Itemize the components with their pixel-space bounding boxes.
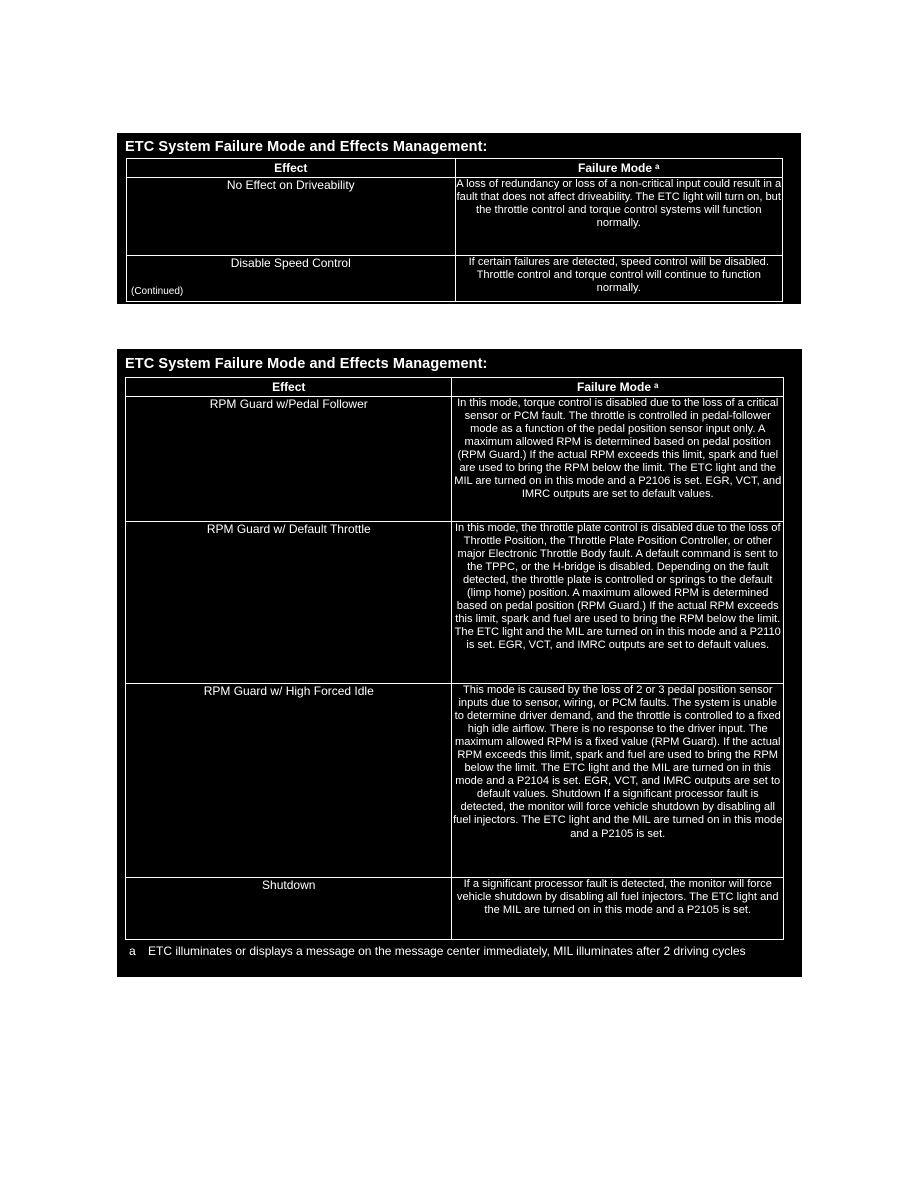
table-row xyxy=(127,256,783,302)
failure-mode-table xyxy=(126,158,783,302)
table-title: ETC System Failure Mode and Effects Management: xyxy=(125,356,488,372)
effect-cell: Shutdown xyxy=(126,878,452,940)
continued-note: (Continued) xyxy=(131,286,184,297)
footnote-text: ETC illuminates or displays a message on the message center immediately, MIL illuminates after 2 driving cycles xyxy=(148,944,746,958)
effect-cell: No Effect on Driveability xyxy=(127,178,456,256)
effect-cell: Disable Speed Control xyxy=(127,256,456,302)
fmem-table-continued xyxy=(117,133,801,304)
header-effect: Effect xyxy=(126,378,452,397)
failure-mode-cell: In this mode, torque control is disabled due to the loss of a critical sensor or PCM fault. The throttle is controlled in pedal-follower mode as a function of the pedal position sensor input only. A maximum allowed RPM is determined based on pedal position (RPM Guard.) If the actual RPM exceeds this limit, spark and fuel are used to bring the RPM below the limit. The ETC light and the MIL are turned on in this mode and a P2106 is set. EGR, VCT, and IMRC outputs are set to default values. xyxy=(452,397,784,522)
fmem-table xyxy=(117,349,802,977)
table-header-row xyxy=(126,378,784,397)
failure-mode-cell: If a significant processor fault is detected, the monitor will force vehicle shutdown by disabling all fuel injectors. The ETC light and the MIL are turned on in this mode and a P2105 is set. xyxy=(452,878,784,940)
footnote-marker: a xyxy=(654,381,659,390)
failure-mode-cell: A loss of redundancy or loss of a non-critical input could result in a fault that does not affect driveability. The ETC light will turn on, but the throttle control and torque control systems will function normally. xyxy=(455,178,783,256)
effect-cell: RPM Guard w/ High Forced Idle xyxy=(126,684,452,878)
table-row xyxy=(126,684,784,878)
table-row xyxy=(126,878,784,940)
failure-mode-table xyxy=(125,377,784,940)
table-row xyxy=(126,522,784,684)
failure-mode-cell: If certain failures are detected, speed control will be disabled. Throttle control and torque control will continue to function normally. xyxy=(455,256,783,302)
table-title: ETC System Failure Mode and Effects Management: xyxy=(125,139,488,155)
table-header-row xyxy=(127,159,783,178)
table-footnote xyxy=(129,944,746,958)
footnote-letter: a xyxy=(129,944,136,958)
header-failure-mode: Failure Mode $^a$ xyxy=(452,378,784,397)
table-row xyxy=(127,178,783,256)
table-row xyxy=(126,397,784,522)
header-effect: Effect xyxy=(127,159,456,178)
footnote-marker: a xyxy=(655,162,660,171)
effect-cell: RPM Guard w/ Default Throttle xyxy=(126,522,452,684)
effect-cell: RPM Guard w/Pedal Follower xyxy=(126,397,452,522)
header-failure-mode: Failure Mode $^a$ xyxy=(455,159,783,178)
failure-mode-cell: In this mode, the throttle plate control is disabled due to the loss of Throttle Position, the Throttle Plate Position Controller, or other major Electronic Throttle Body fault. A default command is sent to the TPPC, or the H-bridge is disabled. Depending on the fault detected, the throttle plate is controlled or springs to the default (limp home) position. A maximum allowed RPM is determined based on pedal position (RPM Guard.) If the actual RPM exceeds this limit, spark and fuel are used to bring the RPM below the limit. The ETC light and the MIL are turned on in this mode and a P2110 is set. EGR, VCT, and IMRC outputs are set to default values. xyxy=(452,522,784,684)
failure-mode-cell: This mode is caused by the loss of 2 or 3 pedal position sensor inputs due to sensor, wiring, or PCM faults. The system is unable to determine driver demand, and the throttle is controlled to a fixed high idle airflow. There is no response to the driver input. The maximum allowed RPM is a fixed value (RPM Guard). If the actual RPM exceeds this limit, spark and fuel are used to bring the RPM below the limit. The ETC light and the MIL are turned on in this mode and a P2104 is set. EGR, VCT, and IMRC outputs are set to default values. Shutdown If a significant processor fault is detected, the monitor will force vehicle shutdown by disabling all fuel injectors. The ETC light and the MIL are turned on in this mode and a P2105 is set. xyxy=(452,684,784,878)
